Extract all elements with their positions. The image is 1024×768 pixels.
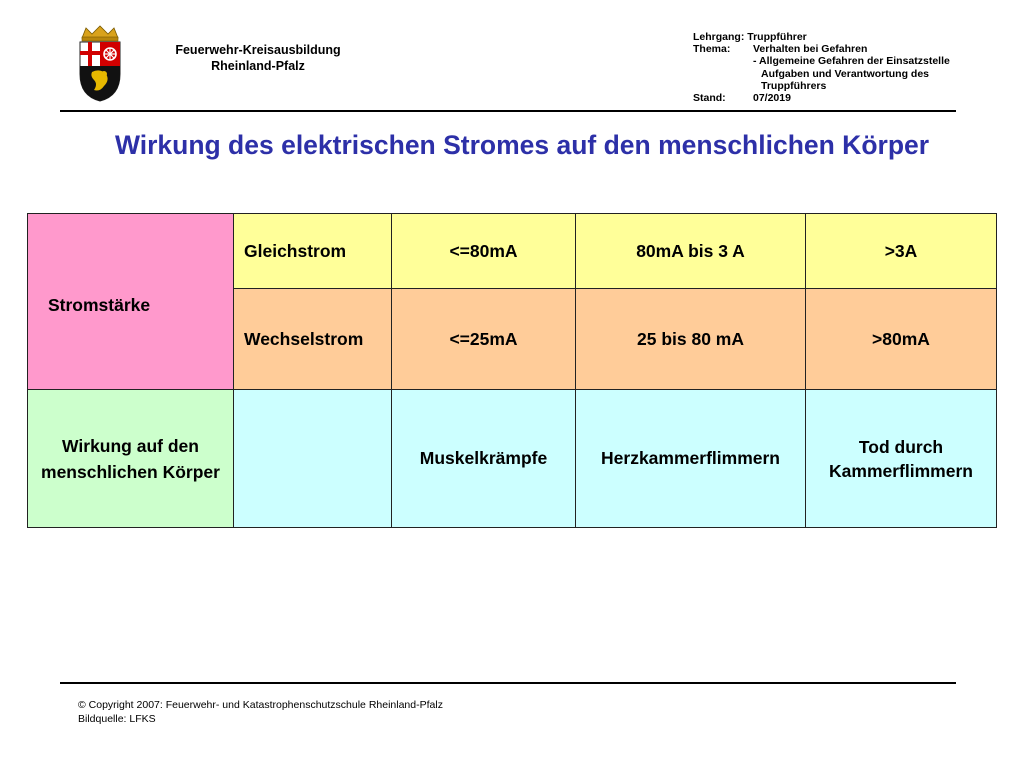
thema-line-3: Aufgaben und Verantwortung des <box>761 67 930 80</box>
page-title: Wirkung des elektrischen Stromes auf den menschlichen Körper <box>114 130 930 160</box>
thema-value: Verhalten bei Gefahren <box>753 43 868 56</box>
thema-line-2: - Allgemeine Gefahren der Einsatzstelle <box>753 55 950 68</box>
course-meta <box>693 31 950 104</box>
header-divider <box>60 110 956 112</box>
thema-line-4: Truppführers <box>761 79 827 92</box>
lehrgang-value: Truppführer <box>747 31 807 43</box>
lehrgang-key: Lehrgang: <box>693 31 745 43</box>
organization-name <box>148 42 368 74</box>
thema-row <box>693 43 950 55</box>
stromstaerke-header: Stromstärke <box>28 214 234 390</box>
table-row-wirkung <box>28 390 997 528</box>
stand-value: 07/2019 <box>753 92 791 105</box>
current-effects-table <box>27 213 997 528</box>
wechselstrom-value-3: >80mA <box>806 289 997 390</box>
thema-key: Thema: <box>693 43 731 56</box>
image-source-text: Bildquelle: LFKS <box>78 713 156 725</box>
gleichstrom-value-1: <=80mA <box>392 214 576 289</box>
lehrgang-row <box>693 31 950 43</box>
wirkung-label: Wirkung auf den menschlichen Körper <box>28 390 234 528</box>
stand-key: Stand: <box>693 92 726 105</box>
gleichstrom-label: Gleichstrom <box>234 214 392 289</box>
gleichstrom-value-2: 80mA bis 3 A <box>576 214 806 289</box>
wirkung-value-2: Herzkammerflimmern <box>576 390 806 528</box>
wirkung-value-0 <box>234 390 392 528</box>
wechselstrom-value-2: 25 bis 80 mA <box>576 289 806 390</box>
wirkung-value-1: Muskelkrämpfe <box>392 390 576 528</box>
gleichstrom-value-3: >3A <box>806 214 997 289</box>
wechselstrom-label: Wechselstrom <box>234 289 392 390</box>
crown-icon <box>82 26 118 41</box>
copyright-text: © Copyright 2007: Feuerwehr- und Katastrophenschutzschule Rheinland-Pfalz <box>78 699 443 711</box>
stand-row <box>693 92 950 104</box>
org-line-2: Rheinland-Pfalz <box>211 59 305 73</box>
footer-divider <box>60 682 956 684</box>
table-row-gleichstrom <box>28 214 997 289</box>
wechselstrom-value-1: <=25mA <box>392 289 576 390</box>
wirkung-value-3: Tod durch Kammerflimmern <box>806 390 997 528</box>
coat-of-arms-icon <box>76 24 124 102</box>
footer <box>78 698 443 726</box>
org-line-1: Feuerwehr-Kreisausbildung <box>175 43 341 57</box>
